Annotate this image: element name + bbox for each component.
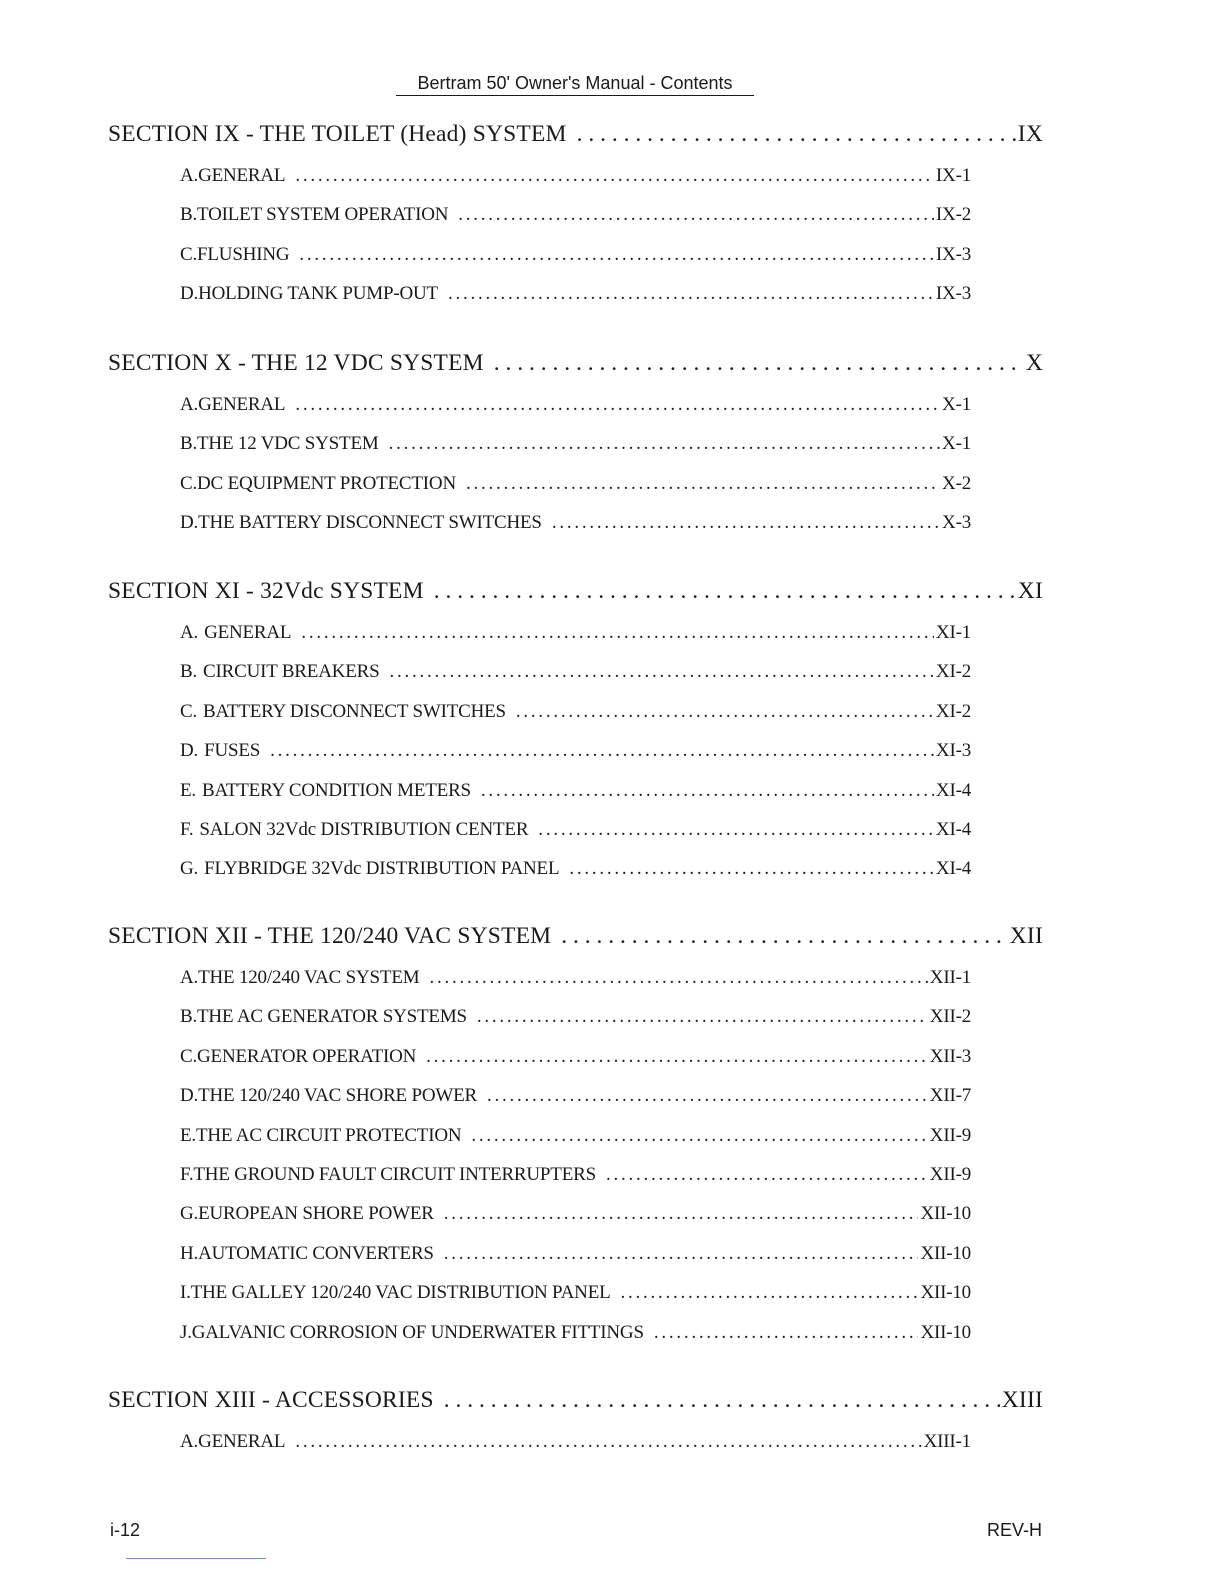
entry-title: GENERATOR OPERATION <box>197 1045 417 1067</box>
entry-page-ref: XI-3 <box>935 740 971 762</box>
toc-entry <box>180 818 971 842</box>
entry-letter: A. <box>180 165 199 186</box>
entry-page-ref: XII-7 <box>929 1085 971 1107</box>
entry-title: FLYBRIDGE 32Vdc DISTRIBUTION PANEL <box>204 858 560 880</box>
toc-entry <box>180 857 971 881</box>
toc-entry <box>180 1430 971 1454</box>
entry-letter: C. <box>180 1045 198 1067</box>
entry-page-ref: XI-2 <box>935 700 971 722</box>
dot-leader <box>270 739 934 763</box>
entry-letter: I. <box>180 1282 191 1304</box>
entry-letter: A. <box>180 394 199 415</box>
dot-leader <box>444 1242 919 1266</box>
entry-page-ref: XI-4 <box>935 819 971 840</box>
dot-leader <box>654 1321 919 1345</box>
toc-entry <box>180 432 971 456</box>
entry-title: GENERAL <box>198 394 286 415</box>
footer-page-number: i-12 <box>110 1520 141 1540</box>
dot-leader <box>621 1281 919 1305</box>
dot-leader <box>295 1430 921 1454</box>
dot-leader <box>606 1163 928 1187</box>
entry-title: THE AC CIRCUIT PROTECTION <box>195 1124 462 1146</box>
section-heading <box>108 120 1043 148</box>
entry-letter: E. <box>180 1124 196 1146</box>
entry-page-ref: XII-10 <box>920 1203 971 1225</box>
entry-title: AUTOMATIC CONVERTERS <box>198 1242 434 1264</box>
entry-letter: D. <box>180 740 199 762</box>
dot-leader <box>466 472 940 496</box>
entry-title: FUSES <box>204 740 261 762</box>
toc-entry <box>180 779 971 803</box>
dot-leader <box>444 1202 919 1226</box>
section-heading <box>108 1386 1043 1414</box>
section-title: SECTION XII - THE 120/240 VAC SYSTEM <box>108 923 552 949</box>
entry-page-ref: IX-1 <box>935 165 971 186</box>
toc-entry <box>180 1321 971 1345</box>
dot-leader <box>429 966 927 990</box>
toc-entry <box>180 1242 971 1266</box>
page-header: Bertram 50' Owner's Manual - Contents <box>396 72 754 96</box>
toc-entry <box>180 243 971 267</box>
entry-title: BATTERY CONDITION METERS <box>201 779 471 801</box>
entry-letter: B. <box>180 1006 198 1028</box>
entry-letter: C. <box>180 700 198 722</box>
entry-title: THE GROUND FAULT CIRCUIT INTERRUPTERS <box>193 1164 596 1185</box>
section-heading <box>108 922 1043 950</box>
entry-letter: H. <box>180 1242 199 1264</box>
dot-leader <box>389 432 940 456</box>
entry-title: THE 12 VDC SYSTEM <box>197 433 379 455</box>
entry-title: THE 120/240 VAC SHORE POWER <box>198 1085 478 1107</box>
section-page-ref: IX <box>1017 121 1043 147</box>
entry-letter: C. <box>180 243 198 265</box>
entry-page-ref: XII-10 <box>920 1242 971 1264</box>
dot-leader <box>538 818 934 842</box>
entry-page-ref: XII-2 <box>929 1006 971 1028</box>
entry-letter: A. <box>180 1431 199 1452</box>
entry-letter: D. <box>180 1085 199 1107</box>
entry-title: GALVANIC CORROSION OF UNDERWATER FITTINGS <box>191 1321 644 1343</box>
entry-letter: B. <box>180 661 198 683</box>
dot-leader <box>494 349 1024 377</box>
toc-entry <box>180 966 971 990</box>
entry-letter: J. <box>180 1321 192 1343</box>
entry-page-ref: XI-4 <box>935 858 971 880</box>
entry-page-ref: IX-2 <box>935 204 971 226</box>
entry-page-ref: X-3 <box>942 512 971 534</box>
entry-page-ref: X-1 <box>942 394 971 415</box>
toc-entry <box>180 164 971 188</box>
toc-entry <box>180 1084 971 1108</box>
section-page-ref: X <box>1025 350 1043 376</box>
entry-title: CIRCUIT BREAKERS <box>203 661 380 683</box>
entry-page-ref: XII-9 <box>929 1164 971 1185</box>
dot-leader <box>487 1084 928 1108</box>
dot-leader <box>577 120 1016 148</box>
entry-page-ref: XIII-1 <box>923 1431 971 1452</box>
entry-letter: D. <box>180 512 199 534</box>
toc-entry <box>180 1202 971 1226</box>
entry-title: GENERAL <box>198 1431 286 1452</box>
entry-page-ref: XI-4 <box>935 779 971 801</box>
toc-entry <box>180 1045 971 1069</box>
dot-leader <box>477 1005 928 1029</box>
entry-title: THE BATTERY DISCONNECT SWITCHES <box>198 512 542 534</box>
entry-title: GENERAL <box>198 165 286 186</box>
entry-page-ref: XII-10 <box>920 1282 971 1304</box>
entry-page-ref: X-2 <box>942 472 971 494</box>
dot-leader <box>569 857 934 881</box>
toc-entry <box>180 472 971 496</box>
toc-entry <box>180 1163 971 1187</box>
toc-entry <box>180 282 971 306</box>
section-heading <box>108 349 1043 377</box>
dot-leader <box>299 243 934 267</box>
toc-entry <box>180 393 971 417</box>
toc-entry <box>180 1124 971 1148</box>
toc-entry <box>180 700 971 724</box>
dot-leader <box>561 922 1007 950</box>
entry-title: DC EQUIPMENT PROTECTION <box>197 472 456 494</box>
entry-page-ref: XII-1 <box>929 967 971 988</box>
dot-leader <box>389 660 933 684</box>
entry-letter: E. <box>180 779 196 801</box>
entry-title: SALON 32Vdc DISTRIBUTION CENTER <box>199 819 529 840</box>
entry-letter: D. <box>180 283 199 305</box>
entry-title: THE 120/240 VAC SYSTEM <box>198 967 420 988</box>
toc-entry <box>180 1281 971 1305</box>
toc-entry <box>180 1005 971 1029</box>
dot-leader <box>301 621 934 645</box>
entry-page-ref: X-1 <box>942 433 971 455</box>
toc-entry <box>180 511 971 535</box>
entry-page-ref: IX-3 <box>935 283 971 305</box>
section-page-ref: XI <box>1017 578 1043 604</box>
entry-letter: C. <box>180 472 198 494</box>
section-title: SECTION XI - 32Vdc SYSTEM <box>108 578 424 604</box>
entry-letter: B. <box>180 433 198 455</box>
dot-leader <box>458 203 934 227</box>
dot-leader <box>295 393 940 417</box>
entry-letter: F. <box>180 819 194 840</box>
entry-title: TOILET SYSTEM OPERATION <box>197 204 449 226</box>
section-page-ref: XII <box>1009 923 1043 949</box>
entry-title: BATTERY DISCONNECT SWITCHES <box>203 700 506 722</box>
dot-leader <box>552 511 940 535</box>
entry-title: FLUSHING <box>197 243 290 265</box>
toc-entry <box>180 739 971 763</box>
toc-entry <box>180 660 971 684</box>
section-heading <box>108 577 1043 605</box>
section-title: SECTION X - THE 12 VDC SYSTEM <box>108 350 484 376</box>
entry-letter: G. <box>180 858 199 880</box>
dot-leader <box>434 577 1016 605</box>
footer-divider <box>126 1558 266 1559</box>
section-title: SECTION XIII - ACCESSORIES <box>108 1387 434 1413</box>
toc-entry <box>180 621 971 645</box>
entry-title: EUROPEAN SHORE POWER <box>198 1203 434 1225</box>
dot-leader <box>426 1045 928 1069</box>
dot-leader <box>516 700 934 724</box>
toc-entry <box>180 203 971 227</box>
entry-title: HOLDING TANK PUMP-OUT <box>198 283 438 305</box>
entry-page-ref: IX-3 <box>935 243 971 265</box>
footer-revision: REV-H <box>986 1520 1042 1540</box>
dot-leader <box>295 164 934 188</box>
section-page-ref: XIII <box>1001 1387 1043 1413</box>
dot-leader <box>448 282 934 306</box>
entry-title: THE GALLEY 120/240 VAC DISTRIBUTION PANEL <box>190 1282 611 1304</box>
entry-letter: A. <box>180 967 199 988</box>
entry-page-ref: XI-1 <box>935 622 971 643</box>
entry-title: THE AC GENERATOR SYSTEMS <box>197 1006 467 1028</box>
entry-page-ref: XI-2 <box>935 661 971 683</box>
dot-leader <box>444 1386 1000 1414</box>
entry-letter: G. <box>180 1203 199 1225</box>
entry-letter: F. <box>180 1164 194 1185</box>
entry-letter: A. <box>180 622 199 643</box>
entry-page-ref: XII-3 <box>929 1045 971 1067</box>
dot-leader <box>471 1124 927 1148</box>
entry-page-ref: XII-9 <box>929 1124 971 1146</box>
section-title: SECTION IX - THE TOILET (Head) SYSTEM <box>108 121 567 147</box>
entry-letter: B. <box>180 204 198 226</box>
dot-leader <box>481 779 934 803</box>
entry-title: GENERAL <box>204 622 292 643</box>
entry-page-ref: XII-10 <box>920 1321 971 1343</box>
